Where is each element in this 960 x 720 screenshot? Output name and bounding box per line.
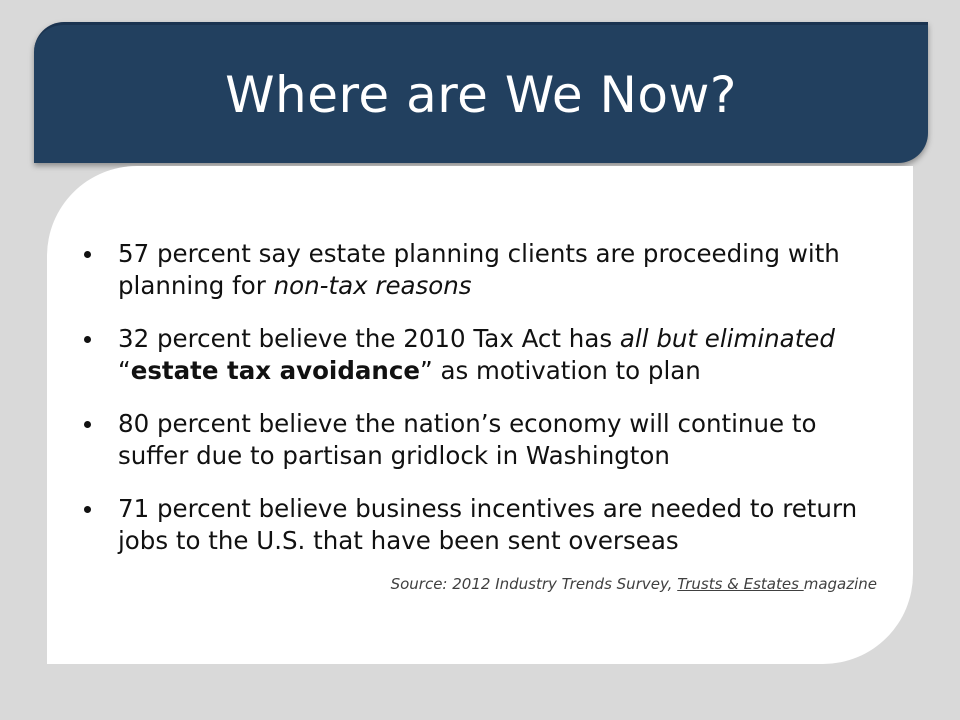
bullet-item	[78, 238, 878, 302]
source-link[interactable]: Trusts & Estates	[677, 575, 804, 593]
bullet-text: 57 percent say estate planning clients are proceeding with planning for non-tax reasons	[118, 239, 840, 300]
bullet-text: 71 percent believe business incentives are needed to return jobs to the U.S. that have been sent overseas	[118, 494, 858, 555]
bullet-icon	[84, 421, 91, 428]
bullet-icon	[84, 251, 91, 258]
title-banner	[34, 22, 928, 163]
slide-title: Where are We Now?	[225, 66, 737, 124]
bullet-item	[78, 408, 878, 472]
bullet-item	[78, 493, 878, 557]
bullet-text: 80 percent believe the nation’s economy will continue to suffer due to partisan gridlock in Washington	[118, 409, 817, 470]
bullet-item	[78, 323, 878, 387]
bullet-text: 32 percent believe the 2010 Tax Act has all but eliminated “estate tax avoidance” as motivation to plan	[118, 324, 835, 385]
bullet-icon	[84, 506, 91, 513]
source-citation: Source: 2012 Industry Trends Survey, Trusts & Estates magazine	[390, 575, 877, 593]
bullet-icon	[84, 336, 91, 343]
bullet-list	[78, 238, 878, 578]
